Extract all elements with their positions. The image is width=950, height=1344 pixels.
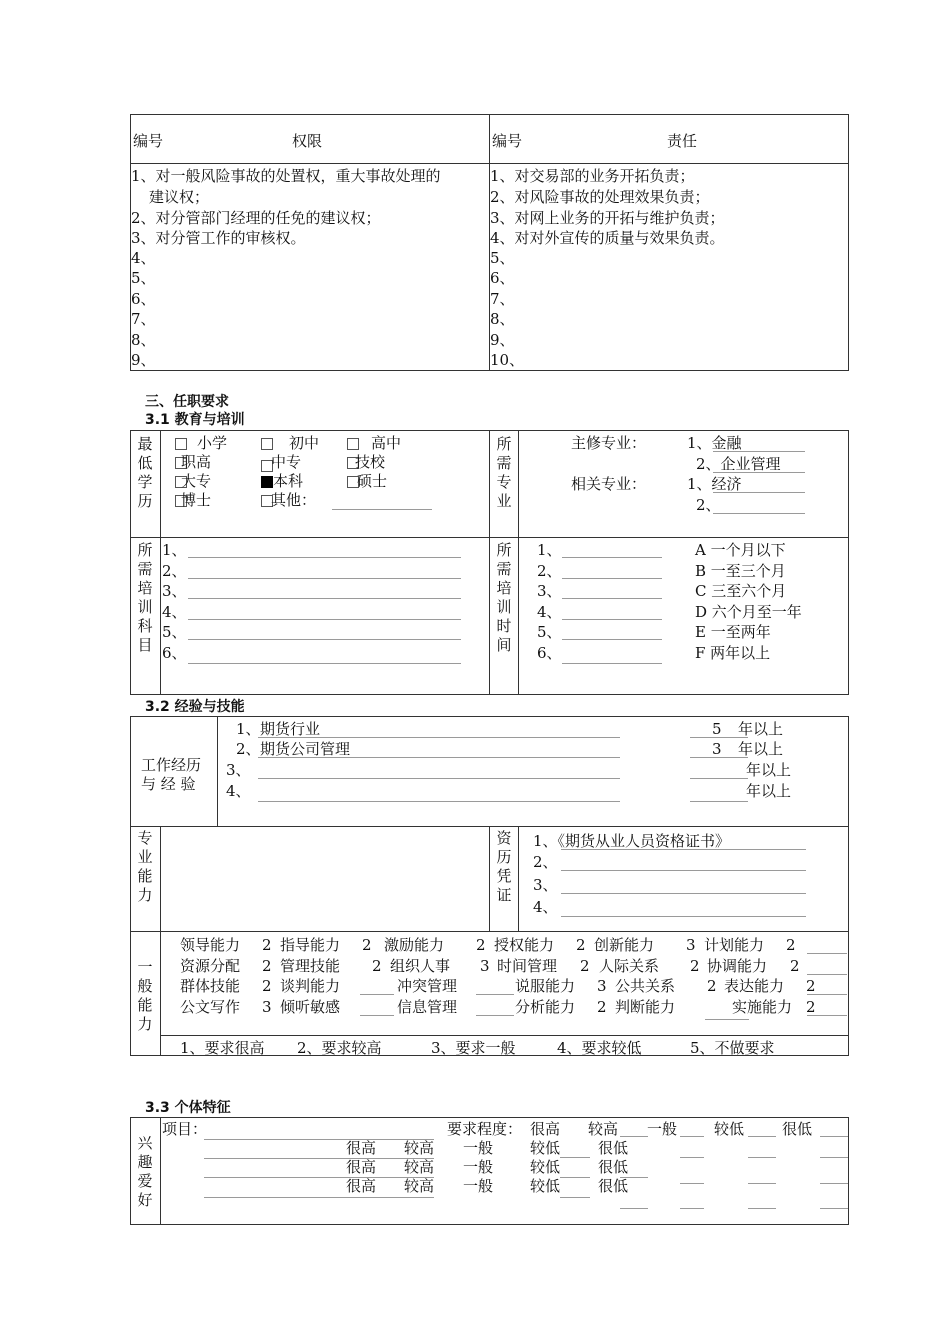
level-option[interactable]: 很低 (598, 1158, 629, 1176)
ability-level: 2 (580, 957, 590, 975)
professional-ability-label: 专业能力 (137, 829, 153, 904)
checkbox-senior-high[interactable] (347, 438, 359, 450)
authority-title-header: 权限 (292, 132, 323, 150)
option-other: 其他： (271, 491, 317, 509)
duration-option: B 一至三个月 (695, 562, 786, 580)
ability-level-underline (360, 994, 394, 995)
authority-item: 6、 (131, 290, 156, 308)
ability-name: 信息管理 (397, 998, 458, 1016)
level-underline (820, 1136, 848, 1137)
option-junior-high: 初中 (289, 434, 320, 452)
ability-legend: 4、要求较低 (557, 1039, 642, 1057)
experience-years-field[interactable] (690, 801, 748, 802)
ability-level: 2 (262, 957, 272, 975)
experience-text: 期货行业 (260, 720, 321, 738)
major-underline (713, 492, 805, 493)
ability-level-underline (360, 1015, 394, 1016)
ability-level: 3 (686, 936, 696, 954)
authority-item: 4、 (131, 249, 156, 267)
training-subjects-label: 所需培训科目 (137, 541, 153, 654)
training-subject: 1、 (162, 541, 187, 559)
ability-name: 授权能力 (494, 936, 555, 954)
authority-item: 1、对一般风险事故的处置权，重大事故处理的 (131, 167, 441, 185)
subsection-title-personality: 3.3 个体特征 (145, 1100, 231, 1116)
ability-level-underline (476, 994, 514, 995)
option-primary: 小学 (197, 434, 228, 452)
option-senior-high: 高中 (371, 434, 402, 452)
ability-level: 2 (262, 977, 272, 995)
training-time-field[interactable] (562, 639, 662, 640)
main-major-2: 2、企业管理 (696, 455, 781, 473)
level-underline (748, 1157, 776, 1158)
training-time: 5、 (537, 623, 562, 641)
exp-col-line (518, 826, 519, 931)
experience-years-field[interactable] (690, 778, 748, 779)
ability-name: 说服能力 (515, 977, 576, 995)
experience-unit: 年以上 (738, 720, 784, 738)
exp-col-line (489, 826, 490, 931)
option-technical-school: 技校 (355, 453, 386, 471)
level-option[interactable]: 很低 (598, 1139, 629, 1157)
degree-header: 很高 (530, 1120, 561, 1138)
training-time-field[interactable] (562, 663, 662, 664)
responsibility-item: 7、 (490, 290, 515, 308)
ability-level-underline (705, 1019, 749, 1020)
authority-item: 7、 (131, 310, 156, 328)
personality-col-line (160, 1117, 161, 1225)
ability-name: 表达能力 (724, 977, 785, 995)
ability-level: 2 (362, 936, 372, 954)
checkbox-bachelor[interactable] (261, 476, 273, 488)
level-underline (560, 1157, 590, 1158)
ability-name: 协调能力 (707, 957, 768, 975)
ability-name: 管理技能 (280, 957, 341, 975)
ability-level: 2 (476, 936, 486, 954)
level-option[interactable]: 较高 (404, 1139, 435, 1157)
level-option[interactable]: 一般 (463, 1177, 494, 1195)
ability-name: 公文写作 (180, 998, 241, 1016)
ability-name: 倾听敏感 (280, 998, 341, 1016)
degree-header: 较低 (714, 1120, 745, 1138)
level-underline (560, 1177, 590, 1178)
interest-item-field[interactable] (204, 1177, 434, 1178)
interest-item-field[interactable] (204, 1139, 434, 1140)
training-time-field[interactable] (562, 578, 662, 579)
item-label: 项目： (162, 1120, 208, 1138)
duration-option: E 一至两年 (695, 623, 771, 641)
ability-level-underline (807, 953, 847, 954)
training-subject-field[interactable] (188, 663, 461, 664)
experience-no: 4、 (226, 782, 251, 800)
ability-legend: 5、不做要求 (690, 1039, 775, 1057)
related-major-label: 相关专业： (571, 475, 647, 493)
section-title: 三、任职要求 (145, 394, 229, 410)
ability-level-underline (807, 974, 847, 975)
certificate-item: 3、 (533, 876, 558, 894)
other-education-field[interactable] (332, 509, 432, 510)
ability-level-underline (807, 994, 847, 995)
level-underline (620, 1136, 648, 1137)
duration-option: C 三至六个月 (695, 582, 787, 600)
ability-level: 2 (806, 977, 816, 995)
major-underline (713, 451, 805, 452)
ability-level: 3 (262, 998, 272, 1016)
ability-legend: 1、要求很高 (180, 1039, 265, 1057)
interest-label: 兴趣爱好 (137, 1134, 153, 1209)
training-subject-field[interactable] (188, 639, 461, 640)
option-master: 硕士 (357, 472, 388, 490)
level-underline (680, 1208, 704, 1209)
level-underline (748, 1208, 776, 1209)
degree-header: 很低 (782, 1120, 813, 1138)
authority-item: 建议权； (149, 188, 210, 206)
edu-col-line (489, 430, 490, 695)
experience-unit: 年以上 (746, 782, 792, 800)
education-label: 最低学历 (137, 435, 153, 510)
experience-unit: 年以上 (738, 740, 784, 758)
responsibility-item: 4、对对外宣传的质量与效果负责。 (490, 229, 725, 247)
exp-row-line (130, 931, 849, 932)
training-subject-field[interactable] (188, 619, 461, 620)
option-vocational-high: 职高 (181, 453, 212, 471)
duration-option: A 一个月以下 (695, 541, 786, 559)
checkbox-junior-high[interactable] (261, 438, 273, 450)
authority-item: 3、对分管工作的审核权。 (131, 229, 306, 247)
ability-level: 2 (690, 957, 700, 975)
exp-col-line (160, 826, 161, 1056)
experience-no: 3、 (226, 761, 251, 779)
responsibility-item: 5、 (490, 249, 515, 267)
level-option[interactable]: 很低 (598, 1177, 629, 1195)
level-option[interactable]: 较低 (530, 1139, 561, 1157)
option-college: 大专 (181, 472, 212, 490)
main-major-label: 主修专业： (571, 434, 647, 452)
level-underline (620, 1177, 648, 1178)
level-option[interactable]: 一般 (463, 1139, 494, 1157)
duration-option: F 两年以上 (695, 644, 771, 662)
training-time: 4、 (537, 603, 562, 621)
ability-name: 冲突管理 (397, 977, 458, 995)
interest-item-field[interactable] (204, 1158, 434, 1159)
training-time: 3、 (537, 582, 562, 600)
duration-option: D 六个月至一年 (695, 603, 802, 621)
training-subject-field[interactable] (188, 557, 461, 558)
responsibility-item: 6、 (490, 269, 515, 287)
related-major-2: 2、 (696, 496, 721, 514)
training-time-field[interactable] (562, 619, 662, 620)
level-underline (620, 1208, 648, 1209)
training-subject: 6、 (162, 644, 187, 662)
responsibility-item: 2、对风险事故的处理效果负责； (490, 188, 710, 206)
major-underline (713, 513, 805, 514)
training-time: 1、 (537, 541, 562, 559)
certificate-label: 资历凭证 (496, 829, 512, 904)
responsibility-title-header: 责任 (667, 132, 698, 150)
level-option[interactable]: 较高 (404, 1158, 435, 1176)
ability-name: 分析能力 (515, 998, 576, 1016)
major-underline (713, 472, 805, 473)
level-underline (680, 1157, 704, 1158)
ability-name: 计划能力 (704, 936, 765, 954)
experience-no: 1、 (236, 720, 261, 738)
ability-name: 时间管理 (497, 957, 558, 975)
ability-level: 2 (707, 977, 717, 995)
training-subject-field[interactable] (188, 578, 461, 579)
ability-level: 2 (597, 998, 607, 1016)
level-underline (748, 1136, 776, 1137)
certificate-field[interactable] (561, 893, 806, 894)
level-option[interactable]: 很高 (346, 1139, 377, 1157)
level-underline (748, 1183, 776, 1184)
experience-no: 2、 (236, 740, 261, 758)
degree-header: 一般 (647, 1120, 678, 1138)
training-time-label: 所需培训时间 (496, 541, 512, 654)
authority-item: 8、 (131, 331, 156, 349)
main-major-1: 1、金融 (687, 434, 742, 452)
ability-name: 人际关系 (599, 957, 660, 975)
level-option[interactable]: 较高 (404, 1177, 435, 1195)
training-time-field[interactable] (562, 557, 662, 558)
level-underline (820, 1183, 848, 1184)
subsection-title-experience: 3.2 经验与技能 (145, 699, 245, 715)
experience-field[interactable] (258, 737, 620, 738)
ability-legend: 3、要求一般 (431, 1039, 516, 1057)
training-subject: 4、 (162, 603, 187, 621)
interest-item-field[interactable] (204, 1197, 434, 1198)
related-major-1: 1、经济 (687, 475, 742, 493)
level-underline (560, 1197, 590, 1198)
level-underline (680, 1183, 704, 1184)
ability-level: 3 (480, 957, 490, 975)
ability-name: 组织人事 (390, 957, 451, 975)
training-subject: 2、 (162, 562, 187, 580)
subsection-title-education: 3.1 教育与培训 (145, 412, 245, 428)
option-doctor: 博士 (181, 491, 212, 509)
training-subject: 5、 (162, 623, 187, 641)
checkbox-primary[interactable] (175, 438, 187, 450)
authority-item: 9、 (131, 351, 156, 369)
table1-header-line (130, 163, 849, 164)
training-time-field[interactable] (562, 598, 662, 599)
experience-years: 3 (712, 740, 722, 758)
responsibility-item: 10、 (490, 351, 525, 369)
training-subject: 3、 (162, 582, 187, 600)
general-ability-label: 一般能力 (137, 958, 153, 1033)
experience-text: 期货公司管理 (260, 740, 351, 758)
level-option[interactable]: 很高 (346, 1158, 377, 1176)
ability-legend: 2、要求较高 (297, 1039, 382, 1057)
level-option[interactable]: 很高 (346, 1177, 377, 1195)
ability-name: 判断能力 (615, 998, 676, 1016)
ability-name: 资源分配 (180, 957, 241, 975)
ability-level-underline (807, 1015, 847, 1016)
experience-field[interactable] (258, 801, 620, 802)
ability-level: 2 (576, 936, 586, 954)
ability-name: 激励能力 (384, 936, 445, 954)
responsibility-item: 1、对交易部的业务开拓负责； (490, 167, 695, 185)
responsibility-item: 9、 (490, 331, 515, 349)
experience-label-line1: 工作经历 (141, 756, 202, 774)
level-option[interactable]: 较低 (530, 1158, 561, 1176)
ability-level: 2 (372, 957, 382, 975)
level-underline (820, 1208, 848, 1209)
responsibility-no-header: 编号 (492, 132, 523, 150)
certificate-item: 2、 (533, 853, 558, 871)
ability-name: 公共关系 (615, 977, 676, 995)
ability-name: 实施能力 (732, 998, 793, 1016)
experience-field[interactable] (258, 778, 620, 779)
authority-item: 5、 (131, 269, 156, 287)
certificate-field[interactable] (561, 870, 806, 871)
level-underline (820, 1157, 848, 1158)
experience-label-line2: 与 经 验 (141, 775, 196, 793)
level-underline (680, 1136, 704, 1137)
exp-row-line (160, 1035, 849, 1036)
option-technical-secondary: 中专 (271, 453, 302, 471)
ability-name: 创新能力 (594, 936, 655, 954)
major-label: 所需专业 (496, 435, 512, 510)
level-option[interactable]: 一般 (463, 1158, 494, 1176)
ability-level: 2 (786, 936, 796, 954)
experience-unit: 年以上 (746, 761, 792, 779)
ability-name: 群体技能 (180, 977, 241, 995)
certificate-item: 4、 (533, 898, 558, 916)
ability-name: 指导能力 (280, 936, 341, 954)
ability-level-underline (476, 1015, 514, 1016)
authority-item: 2、对分管部门经理的任免的建议权； (131, 209, 381, 227)
ability-level: 2 (262, 936, 272, 954)
responsibility-item: 8、 (490, 310, 515, 328)
authority-no-header: 编号 (133, 132, 164, 150)
option-bachelor: 本科 (273, 472, 304, 490)
certificate-field[interactable] (561, 916, 806, 917)
training-subject-field[interactable] (188, 598, 461, 599)
ability-level: 3 (597, 977, 607, 995)
edu-col-line (518, 430, 519, 695)
ability-level: 2 (790, 957, 800, 975)
responsibility-item: 3、对网上业务的开拓与维护负责； (490, 209, 725, 227)
edu-col-line (160, 430, 161, 695)
level-option[interactable]: 较低 (530, 1177, 561, 1195)
certificate-item: 1、《期货从业人员资格证书》 (533, 832, 731, 850)
ability-name: 领导能力 (180, 936, 241, 954)
training-time: 2、 (537, 562, 562, 580)
edu-row-line (130, 537, 849, 538)
experience-field[interactable] (258, 757, 620, 758)
exp-col-line (217, 716, 218, 826)
experience-years: 5 (712, 720, 722, 738)
training-time: 6、 (537, 644, 562, 662)
degree-header: 较高 (588, 1120, 619, 1138)
ability-name: 谈判能力 (280, 977, 341, 995)
ability-level: 2 (806, 998, 816, 1016)
certificate-field[interactable] (561, 849, 806, 850)
degree-label: 要求程度： (447, 1120, 523, 1138)
